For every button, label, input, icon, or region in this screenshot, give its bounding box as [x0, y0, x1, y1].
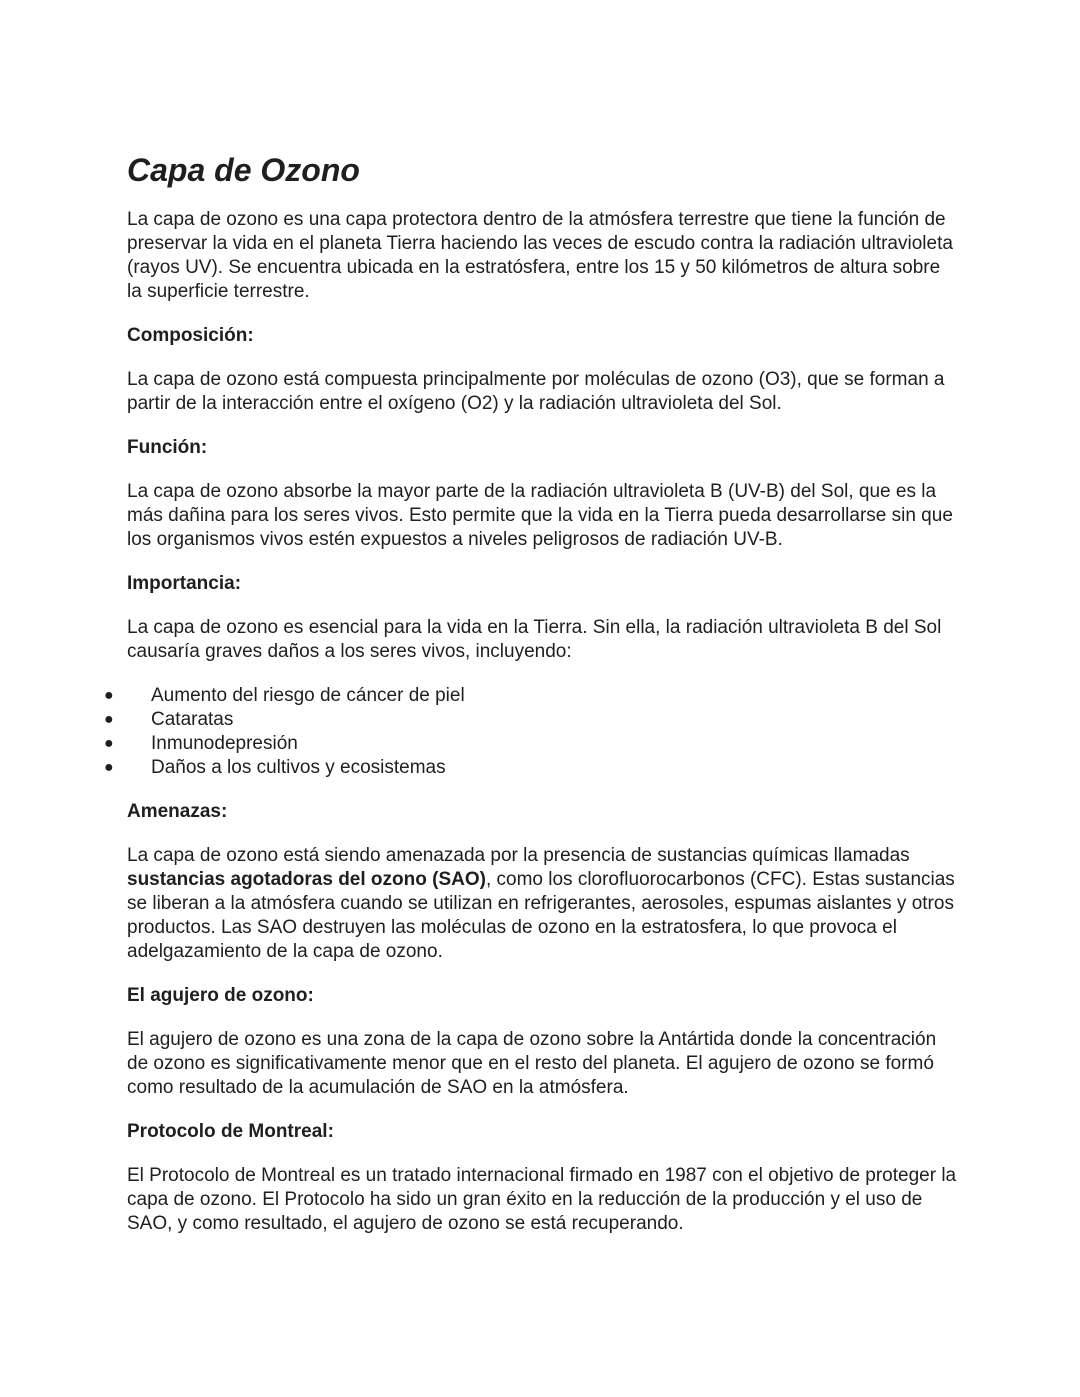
list-item-text: Inmunodepresión [151, 733, 298, 754]
composicion-paragraph: La capa de ozono está compuesta principalmente por moléculas de ozono (O3), que se forman a partir de la interacción entre el oxígeno (O2) y la radiación ultravioleta del Sol. [127, 369, 945, 414]
importancia-paragraph: La capa de ozono es esencial para la vida en la Tierra. Sin ella, la radiación ultravioleta B del Sol causaría graves daños a los seres vivos, incluyendo: [127, 617, 942, 662]
agujero-paragraph: El agujero de ozono es una zona de la capa de ozono sobre la Antártida donde la concentración de ozono es significativamente menor que en el resto del planeta. El agujero de ozono se formó como resultado de la acumulación de SAO en la atmósfera. [127, 1029, 937, 1098]
list-item [104, 756, 957, 780]
amenazas-text-before: La capa de ozono está siendo amenazada por la presencia de sustancias químicas llamadas [127, 845, 910, 866]
list-item [104, 708, 957, 732]
amenazas-bold-term: sustancias agotadoras del ozono (SAO) [127, 869, 486, 890]
bullet-icon: ● [104, 759, 114, 776]
amenazas-paragraph [127, 844, 957, 964]
list-item-text: Daños a los cultivos y ecosistemas [151, 757, 446, 778]
amenazas-heading: Amenazas: [127, 801, 228, 822]
list-item [104, 732, 957, 756]
amenazas-text-after: , como los clorofluorocarbonos (CFC). Estas sustancias se liberan a la atmósfera cuando se utilizan en refrigerantes, aerosoles, espumas aislantes y otros productos. Las SAO destruyen las moléculas de ozono en la estratosfera, lo que provoca el adelgazamiento de la capa de ozono. [127, 869, 955, 962]
document-page [104, 150, 957, 1256]
bullet-icon: ● [104, 711, 114, 728]
intro-paragraph: La capa de ozono es una capa protectora dentro de la atmósfera terrestre que tiene la función de preservar la vida en el planeta Tierra haciendo las veces de escudo contra la radiación ultravioleta (rayos UV). Se encuentra ubicada en la estratósfera, entre los 15 y 50 kilómetros de altura sobre la superficie terrestre. [127, 209, 953, 302]
bullet-icon: ● [104, 735, 114, 752]
list-item [104, 684, 957, 708]
funcion-heading: Función: [127, 437, 208, 458]
protocolo-heading: Protocolo de Montreal: [127, 1121, 334, 1142]
importancia-heading: Importancia: [127, 573, 242, 594]
list-item-text: Cataratas [151, 709, 234, 730]
composicion-heading: Composición: [127, 325, 254, 346]
importancia-list [104, 684, 957, 780]
document-title: Capa de Ozono [127, 152, 360, 188]
agujero-heading: El agujero de ozono: [127, 985, 314, 1006]
list-item-text: Aumento del riesgo de cáncer de piel [151, 685, 465, 706]
protocolo-paragraph: El Protocolo de Montreal es un tratado internacional firmado en 1987 con el objetivo de proteger la capa de ozono. El Protocolo ha sido un gran éxito en la reducción de la producción y el uso de SAO, y como resultado, el agujero de ozono se está recuperando. [127, 1165, 957, 1234]
bullet-icon: ● [104, 687, 114, 704]
funcion-paragraph: La capa de ozono absorbe la mayor parte de la radiación ultravioleta B (UV-B) del Sol, que es la más dañina para los seres vivos. Esto permite que la vida en la Tierra pueda desarrollarse sin que los organismos vivos estén expuestos a niveles peligrosos de radiación UV-B. [127, 481, 953, 550]
